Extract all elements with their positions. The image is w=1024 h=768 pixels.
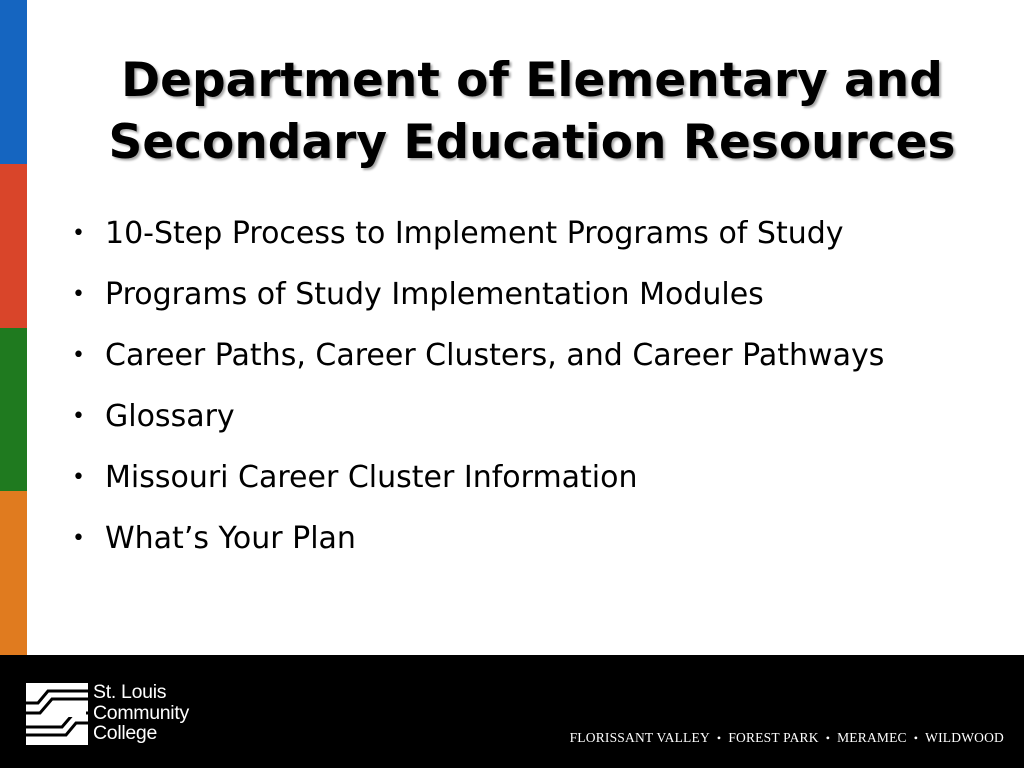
- bullet-icon: •: [72, 465, 85, 490]
- bullet-icon: •: [72, 526, 85, 551]
- bullet-icon: •: [72, 282, 85, 307]
- bullet-icon: •: [72, 343, 85, 368]
- list-item-text: Glossary: [105, 399, 235, 434]
- college-logo-wordmark: [93, 682, 189, 744]
- college-logo-icon: [26, 683, 88, 745]
- list-item: [72, 336, 884, 397]
- bullet-icon: •: [72, 221, 85, 246]
- slide-title-line2: Secondary Education Resources: [108, 115, 956, 170]
- list-item-text: Programs of Study Implementation Modules: [105, 277, 764, 312]
- side-bar-green-segment: [0, 328, 27, 491]
- logo-line2: Community: [93, 701, 189, 724]
- list-item: [72, 519, 884, 580]
- campus-name: FLORISSANT VALLEY: [569, 730, 710, 745]
- side-bar-red-segment: [0, 164, 27, 328]
- side-bar-blue-segment: [0, 0, 27, 164]
- campus-name: FOREST PARK: [728, 730, 819, 745]
- list-item: [72, 397, 884, 458]
- side-bar-orange-segment: [0, 491, 27, 655]
- side-color-bar: [0, 0, 27, 655]
- list-item-text: Missouri Career Cluster Information: [105, 460, 638, 495]
- separator-dot: •: [825, 731, 831, 745]
- logo-line1: St. Louis: [93, 681, 167, 703]
- logo-line3: College: [93, 722, 158, 744]
- list-item: [72, 214, 884, 275]
- separator-dot: •: [913, 731, 919, 745]
- list-item-text: Career Paths, Career Clusters, and Career Pathways: [105, 338, 885, 373]
- list-item: [72, 458, 884, 519]
- resource-list: [72, 214, 884, 580]
- slide-title: [40, 50, 1024, 174]
- campus-name: WILDWOOD: [925, 730, 1004, 745]
- list-item-text: What’s Your Plan: [105, 521, 356, 556]
- list-item-text: 10-Step Process to Implement Programs of Study: [105, 216, 844, 251]
- list-item: [72, 275, 884, 336]
- campus-name: MERAMEC: [837, 730, 907, 745]
- campus-list: [570, 730, 1004, 746]
- bullet-icon: •: [72, 404, 85, 429]
- separator-dot: •: [716, 731, 722, 745]
- slide-title-line1: Department of Elementary and: [121, 53, 943, 108]
- footer-bar: [0, 655, 1024, 768]
